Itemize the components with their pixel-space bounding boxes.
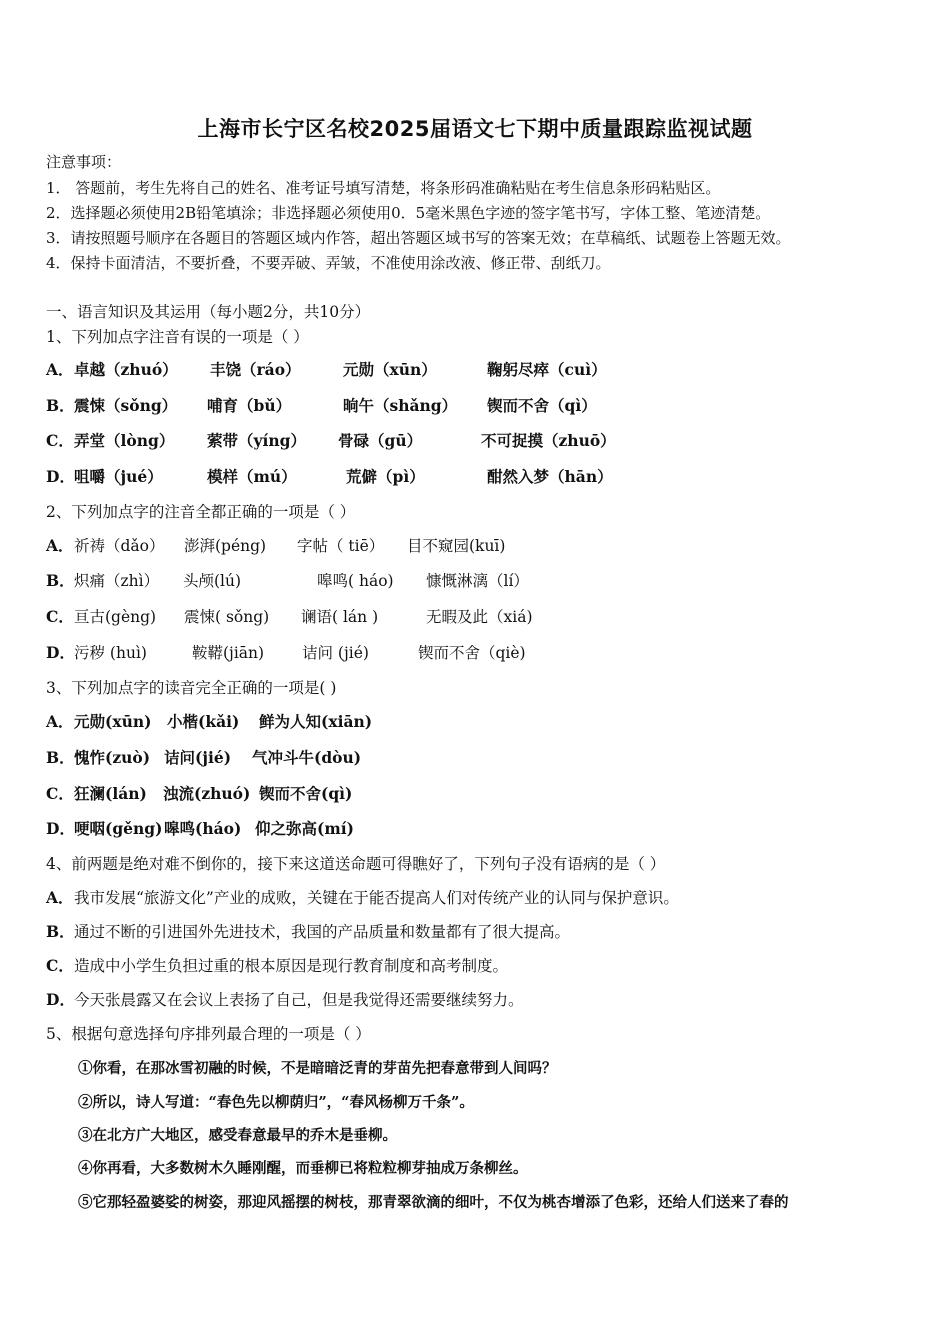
sentence-item: ⑤它那轻盈婆娑的树姿，那迎风摇摆的树枝，那青翠欲滴的细叶，不仅为桃杏增添了色彩，还给人们送来了春的 [78, 1194, 789, 1211]
option-label: B． [46, 571, 75, 590]
option-label: D． [46, 990, 75, 1009]
notice-item: 4．保持卡面清洁，不要折叠，不要弄破、弄皱，不准使用涂改液、修正带、刮纸刀。 [46, 254, 611, 272]
option-item: 狂澜(lán) [74, 784, 147, 803]
option-text: 我市发展“旅游文化”产业的成败，关键在于能否提高人们对传统产业的认同与保护意识。 [74, 889, 679, 907]
question-stem: 2、下列加点字的注音全都正确的一项是（ ） [46, 503, 356, 521]
option-item: 酣然入梦（hān） [487, 467, 613, 486]
option-item: 鲜为人知(xiān) [259, 712, 373, 731]
option-item: 气冲斗牛(dòu) [252, 748, 362, 767]
question-stem: 1、下列加点字注音有误的一项是（ ） [46, 328, 309, 346]
option-item: 荒僻（pì） [346, 467, 425, 486]
option-item: 锲而不舍（qiè) [418, 644, 526, 662]
option-item: 头颅(lú) [183, 572, 242, 590]
option-item: 鞠躬尽瘁（cuì） [487, 360, 607, 379]
question-stem: 4、前两题是绝对难不倒你的，接下来这道送命题可得瞧好了，下列句子没有语病的是（ ） [46, 855, 666, 873]
option-item: 锲而不舍（qì） [487, 396, 597, 415]
option-item: 卓越（zhuó） [74, 360, 178, 379]
option-item: 萦带（yíng） [207, 431, 307, 450]
option-item: 澎湃(péng) [184, 537, 267, 555]
option-item: 哽咽(gěng) [74, 819, 163, 838]
option-text: 通过不断的引进国外先进技术，我国的产品质量和数量都有了很大提高。 [74, 923, 571, 941]
option-item: 浊流(zhuó) [163, 784, 251, 803]
option-item: 字帖（ tiē） [297, 537, 385, 555]
option-item: 锲而不舍(qì) [259, 784, 353, 803]
option-item: 亘古(gèng) [74, 608, 157, 626]
option-label: D． [46, 819, 75, 838]
option-item: 目不窥园(kuī) [407, 537, 506, 555]
option-item: 晌午（shǎng） [343, 396, 458, 415]
option-label: D． [46, 643, 75, 662]
option-item: 愧怍(zuò) [74, 748, 151, 767]
option-label: A． [46, 536, 74, 555]
option-item: 无暇及此（xiá) [426, 608, 533, 626]
option-item: 不可捉摸（zhuō） [481, 431, 616, 450]
option-item: 丰饶（ráo） [210, 360, 301, 379]
option-item: 慷慨淋漓（lí） [426, 572, 529, 590]
option-text: 造成中小学生负担过重的根本原因是现行教育制度和高考制度。 [74, 957, 509, 975]
option-item: 祈祷（dǎo） [74, 537, 165, 555]
option-item: 嗥鸣( háo) [317, 572, 394, 590]
option-item: 谰语( lán ) [301, 608, 379, 626]
notice-item: 1． 答题前，考生先将自己的姓名、准考证号填写清楚，将条形码准确粘贴在考生信息条形码粘贴区。 [46, 179, 721, 197]
page-title: 上海市长宁区名校2025届语文七下期中质量跟踪监视试题 [197, 117, 753, 141]
notice-item: 3．请按照题号顺序在各题目的答题区域内作答，超出答题区域书写的答案无效；在草稿纸、试题卷上答题无效。 [46, 229, 791, 247]
sentence-item: ②所以，诗人写道：“春色先以柳荫归”，“春风杨柳万千条”。 [78, 1094, 474, 1111]
option-item: 炽痛（zhì） [74, 572, 160, 590]
option-label: A． [46, 712, 74, 731]
option-label: A． [46, 888, 74, 907]
option-item: 污秽 (huì) [74, 644, 147, 662]
option-item: 咀嚼（jué） [74, 467, 163, 486]
option-label: C． [46, 956, 74, 975]
option-label: A． [46, 360, 74, 379]
section-heading: 一、语言知识及其运用（每小题2分，共10分） [46, 303, 371, 321]
option-item: 鞍鞯(jiān) [192, 644, 265, 662]
notice-item: 2．选择题必须使用2B铅笔填涂；非选择题必须使用0．5毫米黑色字迹的签字笔书写，字体工整、笔迹清楚。 [46, 204, 771, 222]
option-item: 诘问 (jié) [302, 644, 369, 662]
option-item: 震悚( sǒng) [184, 608, 270, 626]
option-item: 元勋（xūn） [343, 360, 437, 379]
option-item: 弄堂（lòng） [74, 431, 175, 450]
option-item: 哺育（bǔ） [207, 396, 292, 415]
option-item: 嗥鸣(háo) [164, 819, 242, 838]
option-item: 小楷(kǎi) [167, 712, 240, 731]
option-label: B． [46, 922, 75, 941]
option-item: 骨碌（gū） [338, 431, 423, 450]
option-text: 今天张晨露又在会议上表扬了自己，但是我觉得还需要继续努力。 [74, 991, 524, 1009]
option-item: 元勋(xūn) [74, 712, 152, 731]
option-item: 仰之弥高(mí) [255, 819, 354, 838]
option-item: 震悚（sǒng） [74, 396, 178, 415]
option-label: B． [46, 396, 75, 415]
option-label: C． [46, 784, 74, 803]
option-label: C． [46, 431, 74, 450]
question-stem: 3、下列加点字的读音完全正确的一项是( ) [46, 679, 337, 697]
option-item: 诘问(jié) [164, 748, 232, 767]
sentence-item: ③在北方广大地区，感受春意最早的乔木是垂柳。 [78, 1127, 397, 1144]
notice-heading: 注意事项： [46, 153, 122, 171]
question-stem: 5、根据句意选择句序排列最合理的一项是（ ） [46, 1025, 371, 1043]
option-item: 模样（mú） [207, 467, 297, 486]
option-label: D． [46, 467, 75, 486]
sentence-item: ④你再看，大多数树木久睡刚醒，而垂柳已将粒粒柳芽抽成万条柳丝。 [78, 1160, 528, 1177]
sentence-item: ①你看，在那冰雪初融的时候，不是暗暗泛青的芽苗先把春意带到人间吗？ [78, 1060, 557, 1077]
option-label: C． [46, 607, 74, 626]
option-label: B． [46, 748, 75, 767]
